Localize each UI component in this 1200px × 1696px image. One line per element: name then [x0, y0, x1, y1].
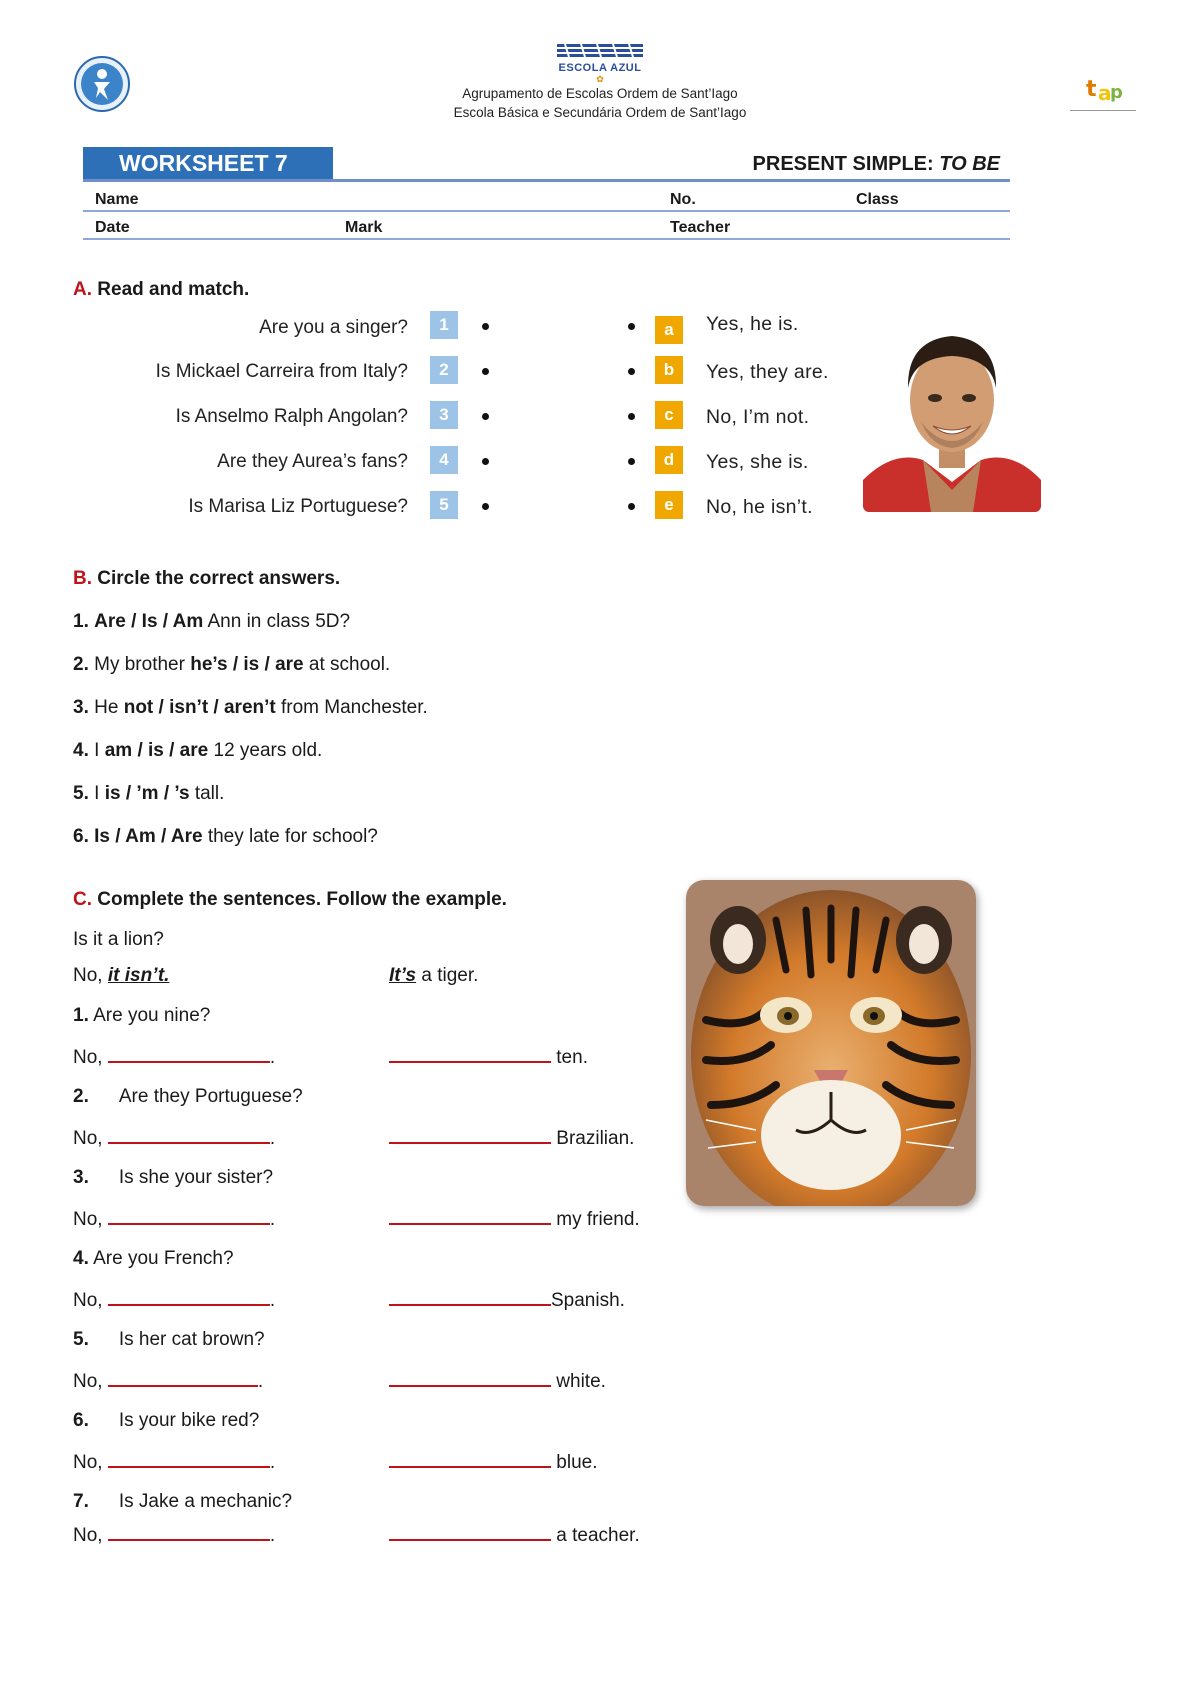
item-number: 3.	[73, 697, 89, 718]
item-number: 2.	[73, 654, 89, 675]
item-number: 5.	[73, 1329, 89, 1350]
circle-item-3	[73, 697, 428, 719]
answer-blank[interactable]	[389, 1450, 551, 1468]
flower-icon: ✿	[596, 74, 604, 84]
item-post: tall.	[189, 783, 225, 804]
item-number: 1.	[73, 1005, 89, 1026]
no-label: No,	[73, 1525, 103, 1546]
name-label: Name	[95, 191, 139, 208]
worksheet-topic	[650, 153, 1000, 176]
section-a-text: Read and match.	[97, 279, 250, 300]
match-question-4: Are they Aurea’s fans?	[217, 451, 408, 472]
example-answer1: it isn’t.	[107, 965, 170, 986]
answer-blank[interactable]	[389, 1369, 551, 1387]
complete-answer-right-5	[389, 1369, 606, 1393]
item-number: 6.	[73, 1410, 89, 1431]
circle-item-2	[73, 654, 390, 676]
item-number: 4.	[73, 1248, 89, 1269]
letter-box-a: a	[655, 316, 683, 344]
item-number: 3.	[73, 1167, 89, 1188]
item-number: 7.	[73, 1491, 89, 1512]
no-label: No,	[73, 1452, 103, 1473]
svg-text:p: p	[1110, 82, 1123, 103]
tiger-photo	[686, 880, 976, 1206]
complete-question-2	[73, 1086, 303, 1108]
item-number: 5.	[73, 783, 89, 804]
no-label: No,	[73, 1128, 103, 1149]
item-number: 4.	[73, 740, 89, 761]
complete-answer-left-5: No, .	[73, 1371, 264, 1392]
item-pre: He	[88, 697, 124, 718]
match-dot-left-2[interactable]	[482, 368, 489, 375]
number-box-4: 4	[430, 446, 458, 474]
item-post: Ann in class 5D?	[203, 611, 351, 632]
complete-answer-right-1	[389, 1045, 588, 1069]
letter-box-c: c	[655, 401, 683, 429]
item-question: Is her cat brown?	[118, 1329, 265, 1350]
answer-blank[interactable]	[389, 1523, 551, 1541]
escola-azul-brand: ESCOLA AZUL	[558, 62, 642, 74]
item-question: Are you French?	[93, 1248, 234, 1269]
match-dot-right-d[interactable]	[628, 458, 635, 465]
example-rest: a tiger.	[416, 965, 479, 986]
match-question-5: Is Marisa Liz Portuguese?	[188, 496, 408, 517]
complete-question-6	[73, 1410, 259, 1432]
answer-blank[interactable]	[108, 1288, 270, 1306]
section-c-text: Complete the sentences. Follow the example.	[97, 889, 507, 910]
answer-blank[interactable]	[108, 1450, 270, 1468]
tap-logo	[1070, 70, 1136, 114]
item-end: white.	[556, 1371, 606, 1392]
answer-options[interactable]: Are / Is / Am	[94, 611, 204, 632]
number-box-3: 3	[430, 401, 458, 429]
answer-blank[interactable]	[108, 1045, 270, 1063]
teacher-label: Teacher	[670, 219, 731, 236]
match-dot-right-e[interactable]	[628, 503, 635, 510]
match-dot-right-a[interactable]	[628, 323, 635, 330]
item-question: Are they Portuguese?	[118, 1086, 303, 1107]
title-divider	[83, 179, 1010, 182]
date-label: Date	[95, 219, 130, 236]
answer-options[interactable]: am / is / are	[104, 740, 209, 761]
match-answer-d: Yes, she is.	[706, 451, 809, 473]
complete-answer-left-3: No, .	[73, 1209, 276, 1230]
complete-answer-right-6	[389, 1450, 597, 1474]
complete-answer-left-6: No, .	[73, 1452, 276, 1473]
answer-options[interactable]: is / ’m / ’s	[104, 783, 190, 804]
complete-question-3	[73, 1167, 273, 1189]
match-dot-right-b[interactable]	[628, 368, 635, 375]
item-number: 1.	[73, 611, 89, 632]
svg-text:a: a	[1098, 81, 1112, 105]
answer-blank[interactable]	[108, 1369, 258, 1387]
item-pre: I	[88, 783, 105, 804]
complete-question-5	[73, 1329, 265, 1351]
complete-answer-right-3	[389, 1207, 640, 1231]
item-end: my friend.	[556, 1209, 640, 1230]
item-end: Spanish.	[551, 1290, 625, 1311]
school-crest-logo	[74, 56, 130, 112]
answer-blank[interactable]	[108, 1207, 270, 1225]
match-answer-e: No, he isn’t.	[706, 496, 813, 518]
item-post: from Manchester.	[275, 697, 428, 718]
circle-item-5	[73, 783, 224, 805]
example-question: Is it a lion?	[73, 929, 164, 950]
item-question: Is your bike red?	[118, 1410, 260, 1431]
circle-item-6	[73, 826, 378, 848]
answer-blank[interactable]	[389, 1126, 551, 1144]
example-answer-right	[389, 965, 478, 987]
match-dot-left-5[interactable]	[482, 503, 489, 510]
item-number: 6.	[73, 826, 89, 847]
school-group-name: Agrupamento de Escolas Ordem de Sant’Iago	[462, 86, 738, 101]
item-end: ten.	[556, 1047, 588, 1068]
mark-label: Mark	[345, 219, 383, 236]
circle-item-4	[73, 740, 322, 762]
item-question: Is she your sister?	[118, 1167, 274, 1188]
no-label: No,	[73, 1290, 103, 1311]
class-label: Class	[856, 191, 899, 208]
item-question: Are you nine?	[93, 1005, 211, 1026]
complete-answer-left-7: No, .	[73, 1525, 276, 1546]
no-label: No,	[73, 1047, 103, 1068]
complete-answer-left-1: No, .	[73, 1047, 276, 1068]
complete-answer-left-2: No, .	[73, 1128, 276, 1149]
section-b-title	[73, 568, 340, 590]
section-a-letter: A.	[73, 279, 92, 300]
match-answer-c: No, I’m not.	[706, 406, 810, 428]
worksheet-label: WORKSHEET 7	[83, 147, 333, 180]
item-post: they late for school?	[202, 826, 378, 847]
number-box-5: 5	[430, 491, 458, 519]
match-question-1: Are you a singer?	[259, 317, 408, 338]
item-end: Brazilian.	[556, 1128, 635, 1149]
complete-answer-left-4: No, .	[73, 1290, 276, 1311]
example-answer-left	[73, 965, 169, 987]
answer-blank[interactable]	[108, 1523, 270, 1541]
school-header	[380, 42, 820, 122]
item-post: 12 years old.	[208, 740, 323, 761]
letter-box-e: e	[655, 491, 683, 519]
answer-options[interactable]: Is / Am / Are	[94, 826, 203, 847]
number-box-2: 2	[430, 356, 458, 384]
match-dot-left-4[interactable]	[482, 458, 489, 465]
complete-question-7	[73, 1491, 292, 1513]
topic-prefix: PRESENT SIMPLE:	[752, 153, 934, 175]
item-pre: I	[88, 740, 105, 761]
section-b-letter: B.	[73, 568, 92, 589]
letter-box-b: b	[655, 356, 683, 384]
section-c-title	[73, 889, 507, 911]
item-end: a teacher.	[556, 1525, 640, 1546]
complete-question-1	[73, 1005, 210, 1027]
info-row-name	[83, 184, 1010, 212]
number-label: No.	[670, 191, 696, 208]
match-question-3: Is Anselmo Ralph Angolan?	[175, 406, 408, 427]
item-post: at school.	[303, 654, 391, 675]
item-question: Is Jake a mechanic?	[118, 1491, 293, 1512]
complete-answer-right-2	[389, 1126, 634, 1150]
section-c-letter: C.	[73, 889, 92, 910]
match-question-2: Is Mickael Carreira from Italy?	[155, 361, 408, 382]
no-label: No,	[73, 1209, 103, 1230]
escola-azul-logo	[555, 42, 645, 60]
example-answer2: It’s	[389, 965, 417, 986]
example-no: No,	[73, 965, 108, 986]
school-name: Escola Básica e Secundária Ordem de Sant’Iago	[453, 105, 747, 120]
complete-answer-right-7	[389, 1523, 640, 1547]
circle-item-1	[73, 611, 350, 633]
answer-blank[interactable]	[389, 1045, 551, 1063]
item-pre: My brother	[88, 654, 191, 675]
no-label: No,	[73, 1371, 103, 1392]
answer-blank[interactable]	[108, 1126, 270, 1144]
match-dot-left-3[interactable]	[482, 413, 489, 420]
item-number: 2.	[73, 1086, 89, 1107]
answer-blank[interactable]	[389, 1207, 551, 1225]
match-answer-b: Yes, they are.	[706, 361, 829, 383]
answer-options[interactable]: not / isn’t / aren’t	[123, 697, 276, 718]
match-dot-right-c[interactable]	[628, 413, 635, 420]
section-a-title	[73, 279, 249, 301]
answer-options[interactable]: he’s / is / are	[190, 654, 304, 675]
item-end: blue.	[556, 1452, 598, 1473]
complete-question-4	[73, 1248, 234, 1270]
singer-photo	[863, 310, 1041, 512]
svg-text:t: t	[1086, 77, 1097, 102]
answer-blank[interactable]	[389, 1288, 551, 1306]
info-row-date	[83, 212, 1010, 240]
match-dot-left-1[interactable]	[482, 323, 489, 330]
letter-box-d: d	[655, 446, 683, 474]
number-box-1: 1	[430, 311, 458, 339]
topic-italic: TO BE	[939, 153, 1000, 175]
section-b-text: Circle the correct answers.	[97, 568, 341, 589]
complete-answer-right-4	[389, 1288, 625, 1312]
match-answer-a: Yes, he is.	[706, 313, 799, 335]
